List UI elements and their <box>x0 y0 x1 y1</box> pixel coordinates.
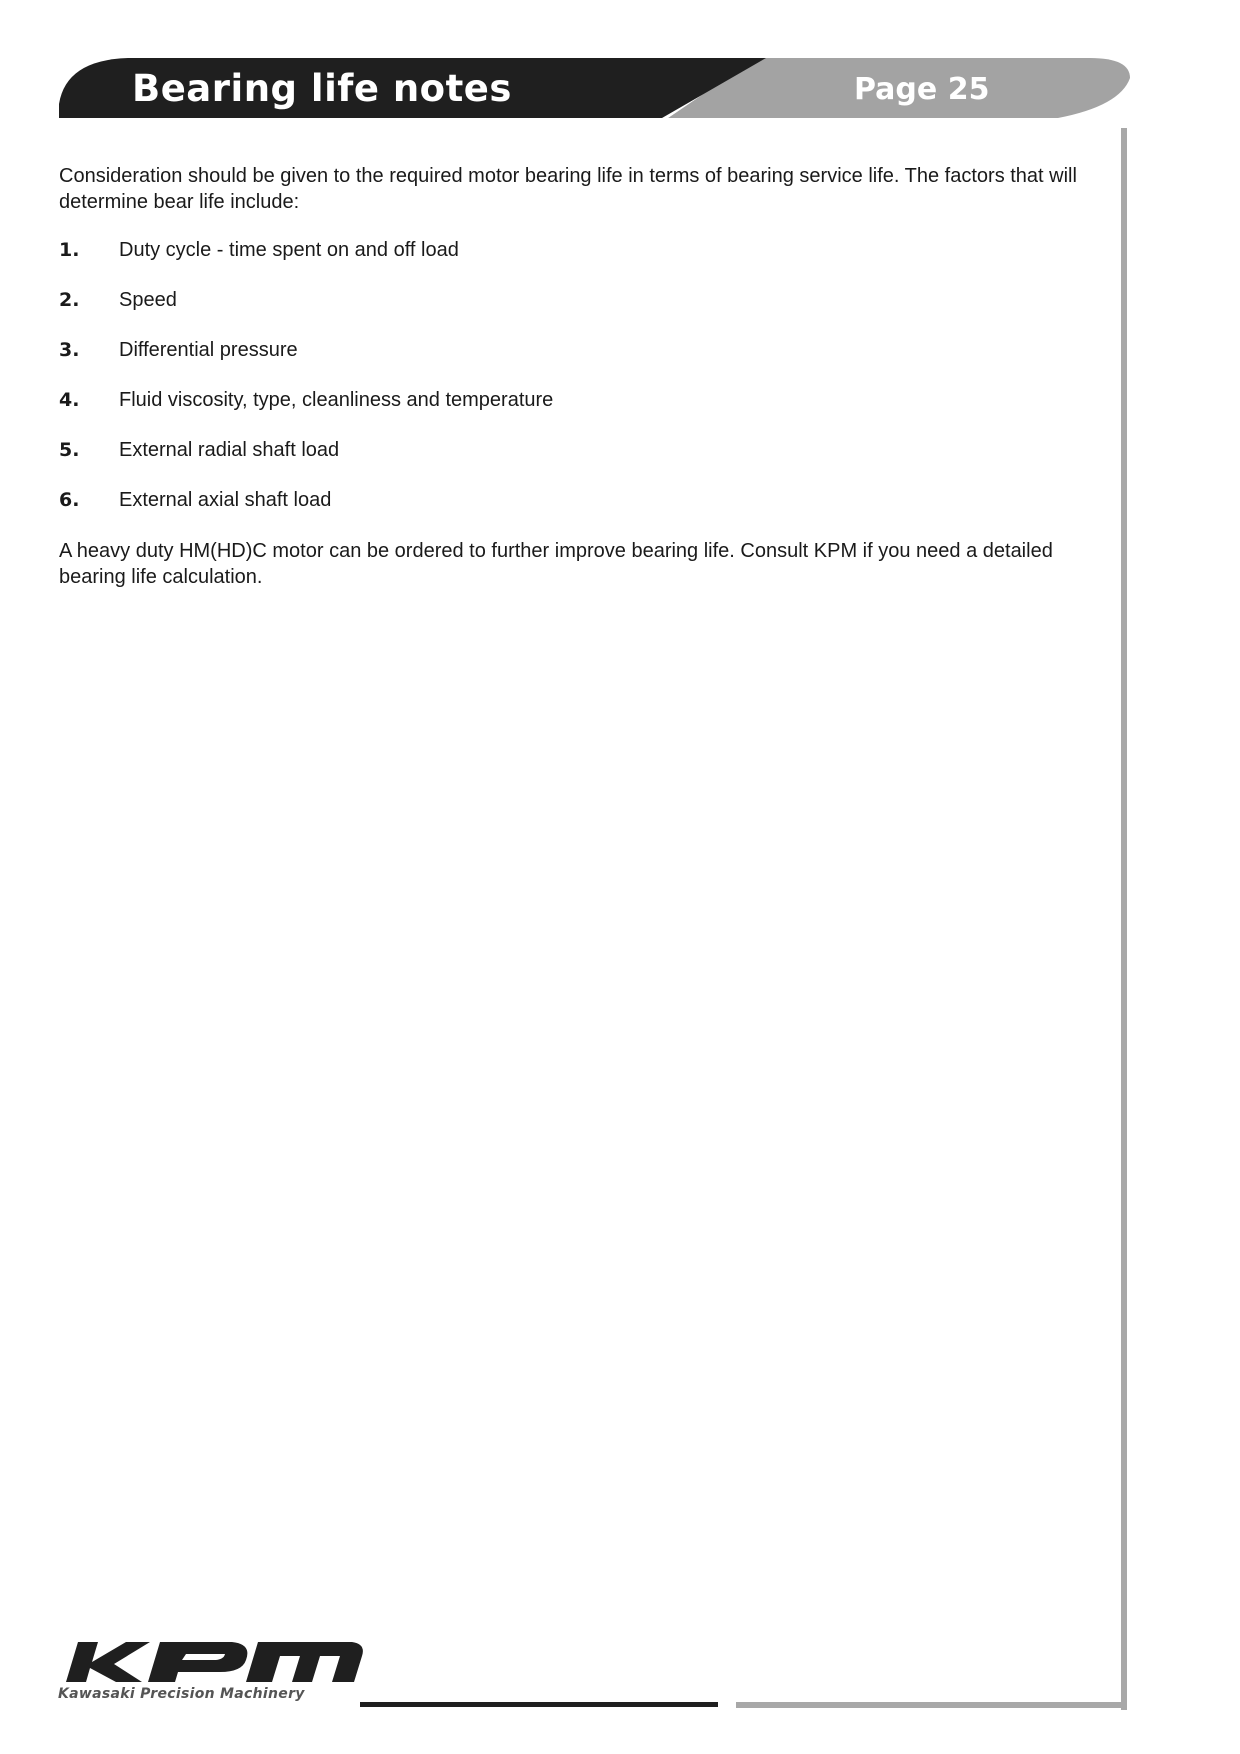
list-number: 6. <box>59 489 80 511</box>
footer-rule-grey <box>736 1702 1127 1708</box>
list-text: Differential pressure <box>119 339 298 361</box>
closing-paragraph: A heavy duty HM(HD)C motor can be ordered to further improve bearing life. Consult KPM if you need a detailed bearing life calculation. <box>59 540 1053 588</box>
list-text: Fluid viscosity, type, cleanliness and temperature <box>119 389 554 411</box>
list-item <box>59 487 1089 537</box>
list-number: 3. <box>59 339 80 361</box>
list-item <box>59 237 1089 287</box>
logo-wordmark: KPM <box>56 1632 59 1633</box>
logo-tagline: Kawasaki Precision Machinery <box>58 1686 305 1702</box>
list-number: 5. <box>59 439 80 461</box>
list-item <box>59 287 1089 337</box>
list-number: 4. <box>59 389 80 411</box>
list-text: Speed <box>119 289 177 311</box>
header-banner <box>0 0 1240 130</box>
page-number: Page 25 <box>854 72 990 107</box>
list-number: 1. <box>59 239 80 261</box>
kpm-logo <box>56 1632 366 1722</box>
page-header <box>0 0 1240 130</box>
list-item <box>59 337 1089 387</box>
list-text: External radial shaft load <box>119 439 340 461</box>
intro-paragraph: Consideration should be given to the required motor bearing life in terms of bearing service life. The factors that will determine bear life include: <box>59 165 1077 213</box>
footer-rule-dark <box>360 1702 718 1707</box>
list-number: 2. <box>59 289 80 311</box>
list-text: Duty cycle - time spent on and off load <box>119 239 459 261</box>
main-content <box>59 163 1089 590</box>
right-border-rule <box>1121 128 1127 1710</box>
list-item <box>59 437 1089 487</box>
factor-list <box>59 237 1089 537</box>
list-text: External axial shaft load <box>119 489 332 511</box>
list-item <box>59 387 1089 437</box>
page-title: Bearing life notes <box>132 67 512 110</box>
